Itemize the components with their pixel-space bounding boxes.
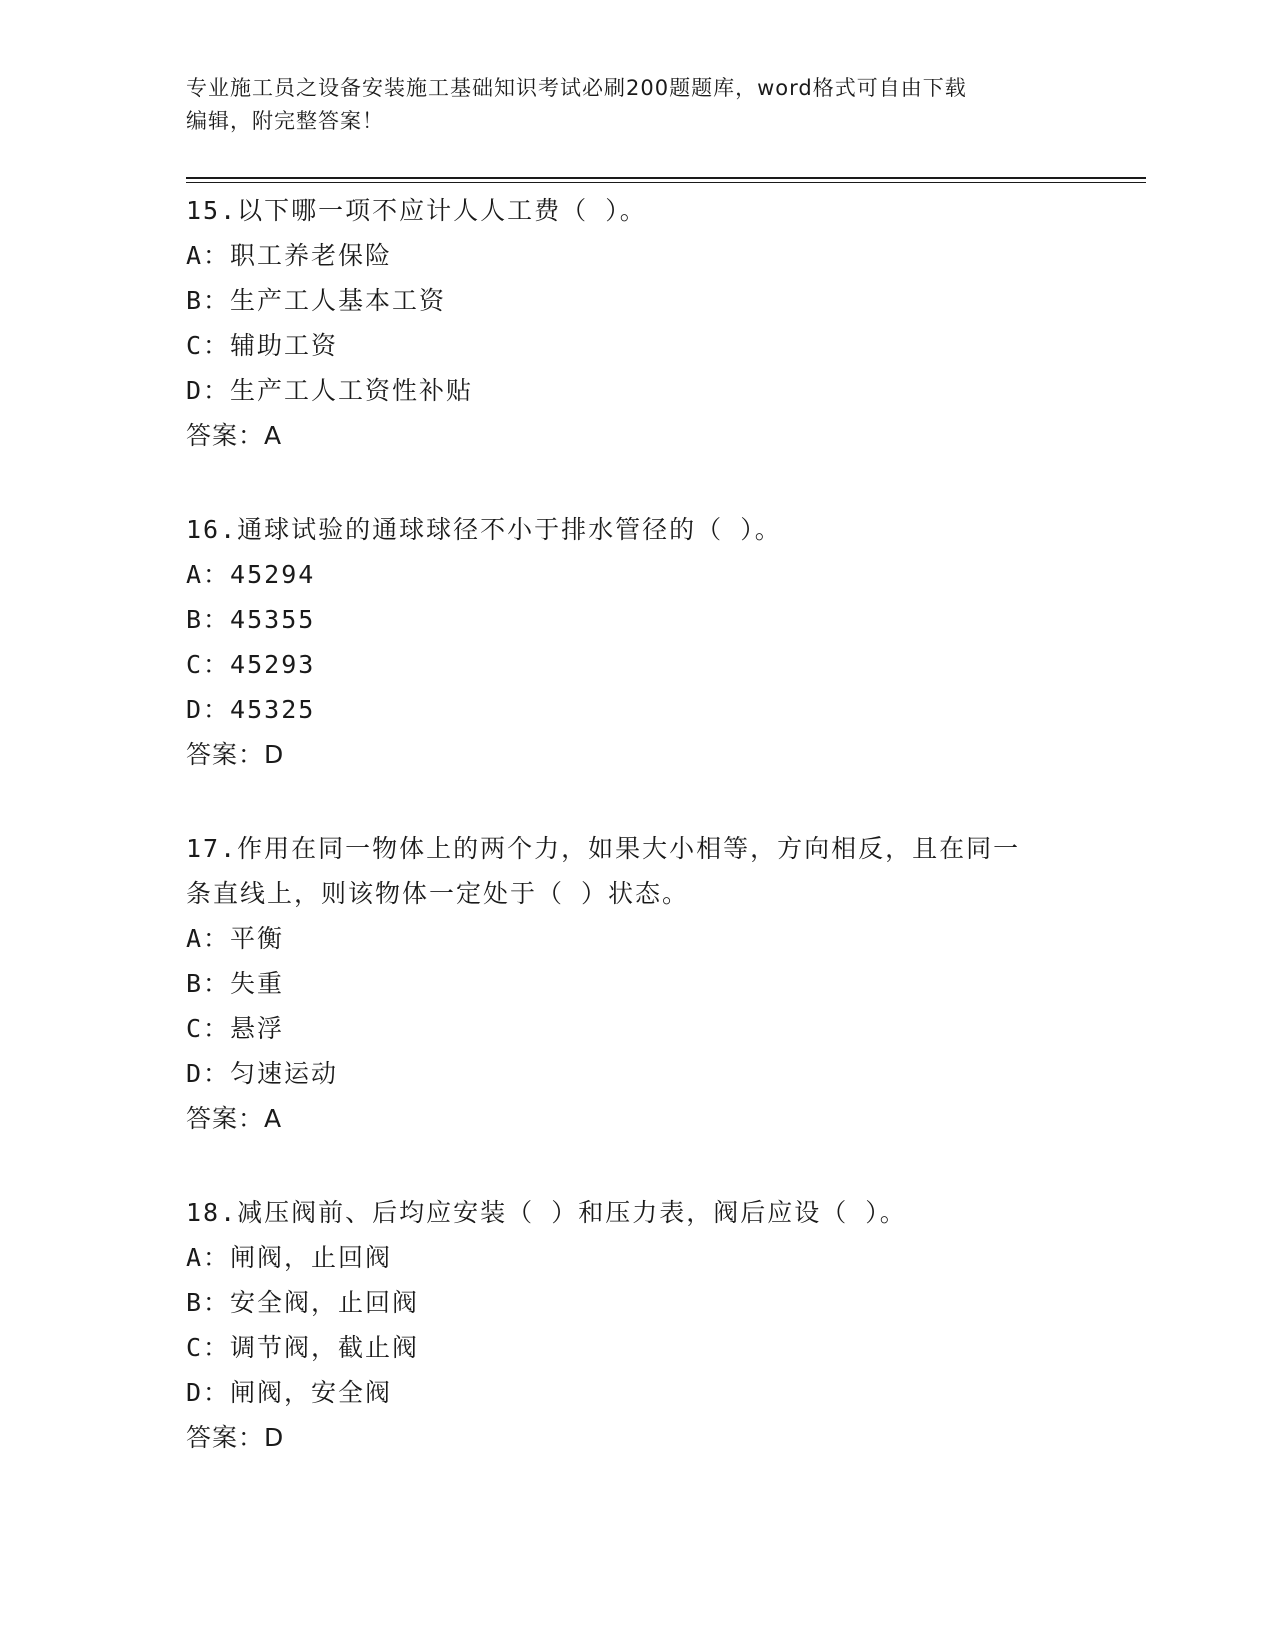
question-stem-line-2: 条直线上，则该物体一定处于（ ）状态。 — [186, 879, 690, 908]
answer: 答案：A — [186, 421, 283, 450]
question-15 — [186, 188, 1086, 458]
option-b: B：45355 — [186, 605, 316, 634]
option-a: A：平衡 — [186, 924, 285, 953]
header-divider-thick — [186, 177, 1146, 179]
option-c: C：辅助工资 — [186, 331, 339, 360]
question-16 — [186, 507, 1086, 777]
header-line-2: 编辑，附完整答案！ — [186, 109, 384, 133]
option-c: C：悬浮 — [186, 1014, 285, 1043]
option-d: D：45325 — [186, 695, 316, 724]
answer: 答案：A — [186, 1104, 283, 1133]
option-d: D：生产工人工资性补贴 — [186, 376, 474, 405]
header-divider-thin — [186, 182, 1146, 183]
answer: 答案：D — [186, 1423, 285, 1452]
document-header — [186, 72, 1086, 138]
option-a: A：45294 — [186, 560, 316, 589]
option-b: B：安全阀，止回阀 — [186, 1288, 420, 1317]
question-18 — [186, 1190, 1086, 1460]
option-c: C：调节阀，截止阀 — [186, 1333, 420, 1362]
header-line-1: 专业施工员之设备安装施工基础知识考试必刷200题题库，word格式可自由下载 — [186, 76, 967, 100]
question-stem-line-1: 17.作用在同一物体上的两个力，如果大小相等，方向相反，且在同一 — [186, 834, 1021, 863]
option-d: D：闸阀，安全阀 — [186, 1378, 393, 1407]
option-c: C：45293 — [186, 650, 316, 679]
question-stem: 16.通球试验的通球球径不小于排水管径的（ ）。 — [186, 515, 782, 544]
question-stem: 15.以下哪一项不应计人人工费（ ）。 — [186, 196, 647, 225]
question-stem: 18.减压阀前、后均应安装（ ）和压力表，阀后应设（ ）。 — [186, 1198, 907, 1227]
question-17 — [186, 826, 1086, 1141]
option-a: A：职工养老保险 — [186, 241, 393, 270]
option-b: B：生产工人基本工资 — [186, 286, 447, 315]
option-b: B：失重 — [186, 969, 285, 998]
option-a: A：闸阀，止回阀 — [186, 1243, 393, 1272]
answer: 答案：D — [186, 740, 285, 769]
option-d: D：匀速运动 — [186, 1059, 339, 1088]
